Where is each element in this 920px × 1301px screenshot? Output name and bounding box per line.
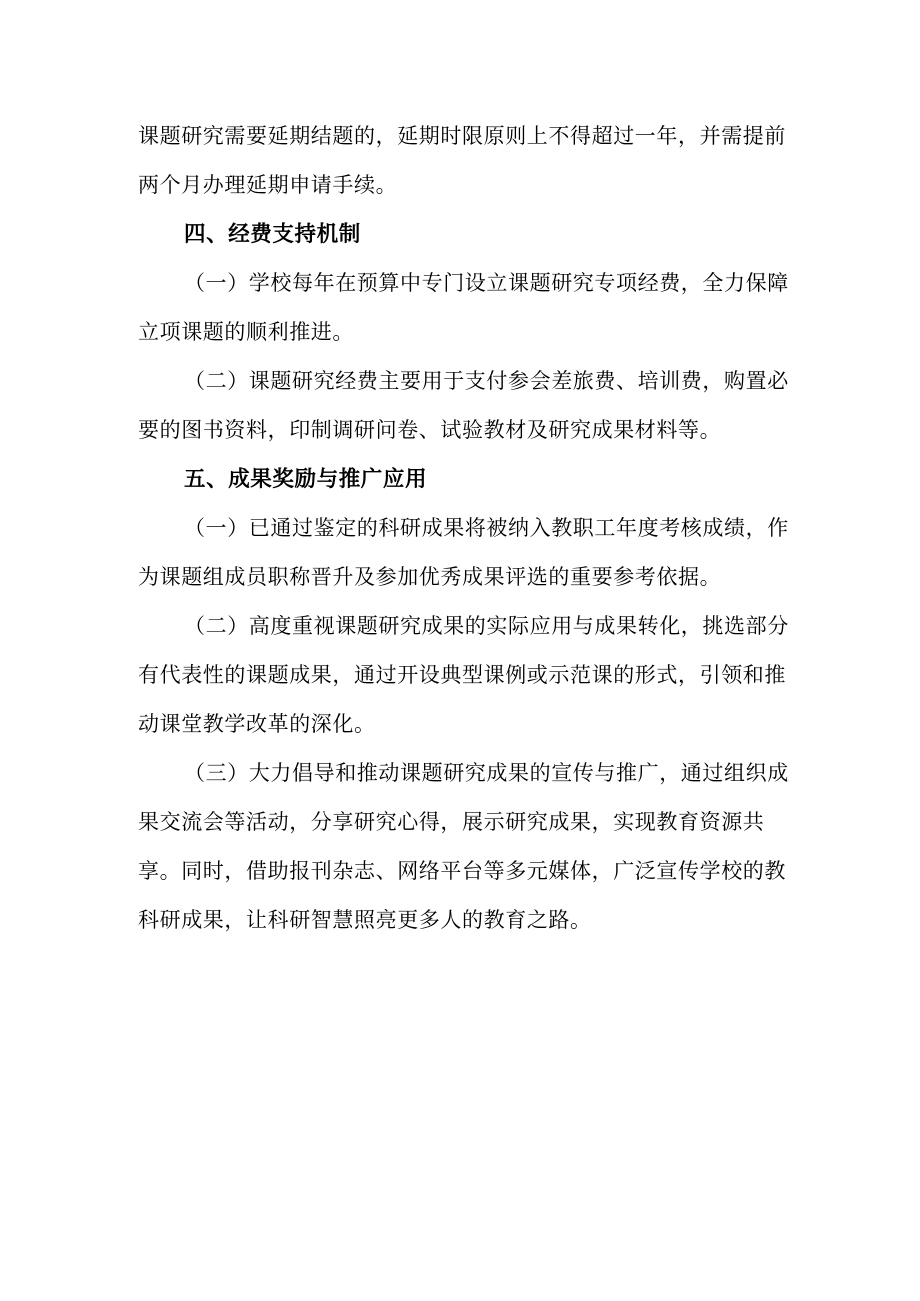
paragraph-extension: 课题研究需要延期结题的，延期时限原则上不得超过一年，并需提前两个月办理延期申请手续。: [138, 124, 786, 197]
paragraph-funding-1: （一）学校每年在预算中专门设立课题研究专项经费，全力保障立项课题的顺利推进。: [138, 271, 789, 344]
paragraph-rewards-3: （三）大力倡导和推动课题研究成果的宣传与推广，通过组织成果交流会等活动，分享研究心得，展示研究成果，实现教育资源共享。同时，借助报刊杂志、网络平台等多元媒体，广泛宣传学校的教科研成果，让科研智慧照亮更多人的教育之路。: [138, 761, 789, 932]
paragraph-rewards-2: （二）高度重视课题研究成果的实际应用与成果转化，挑选部分有代表性的课题成果，通过开设典型课例或示范课的形式，引领和推动课堂教学改革的深化。: [138, 614, 789, 736]
paragraph-funding-2: （二）课题研究经费主要用于支付参会差旅费、培训费，购置必要的图书资料，印制调研问卷、试验教材及研究成果材料等。: [138, 369, 789, 442]
paragraph-rewards-1: （一）已通过鉴定的科研成果将被纳入教职工年度考核成绩，作为课题组成员职称晋升及参加优秀成果评选的重要参考依据。: [138, 516, 789, 589]
section-heading-rewards: 五、成果奖励与推广应用: [184, 467, 428, 492]
section-heading-funding: 四、经费支持机制: [184, 222, 361, 247]
document-body: [138, 112, 798, 945]
